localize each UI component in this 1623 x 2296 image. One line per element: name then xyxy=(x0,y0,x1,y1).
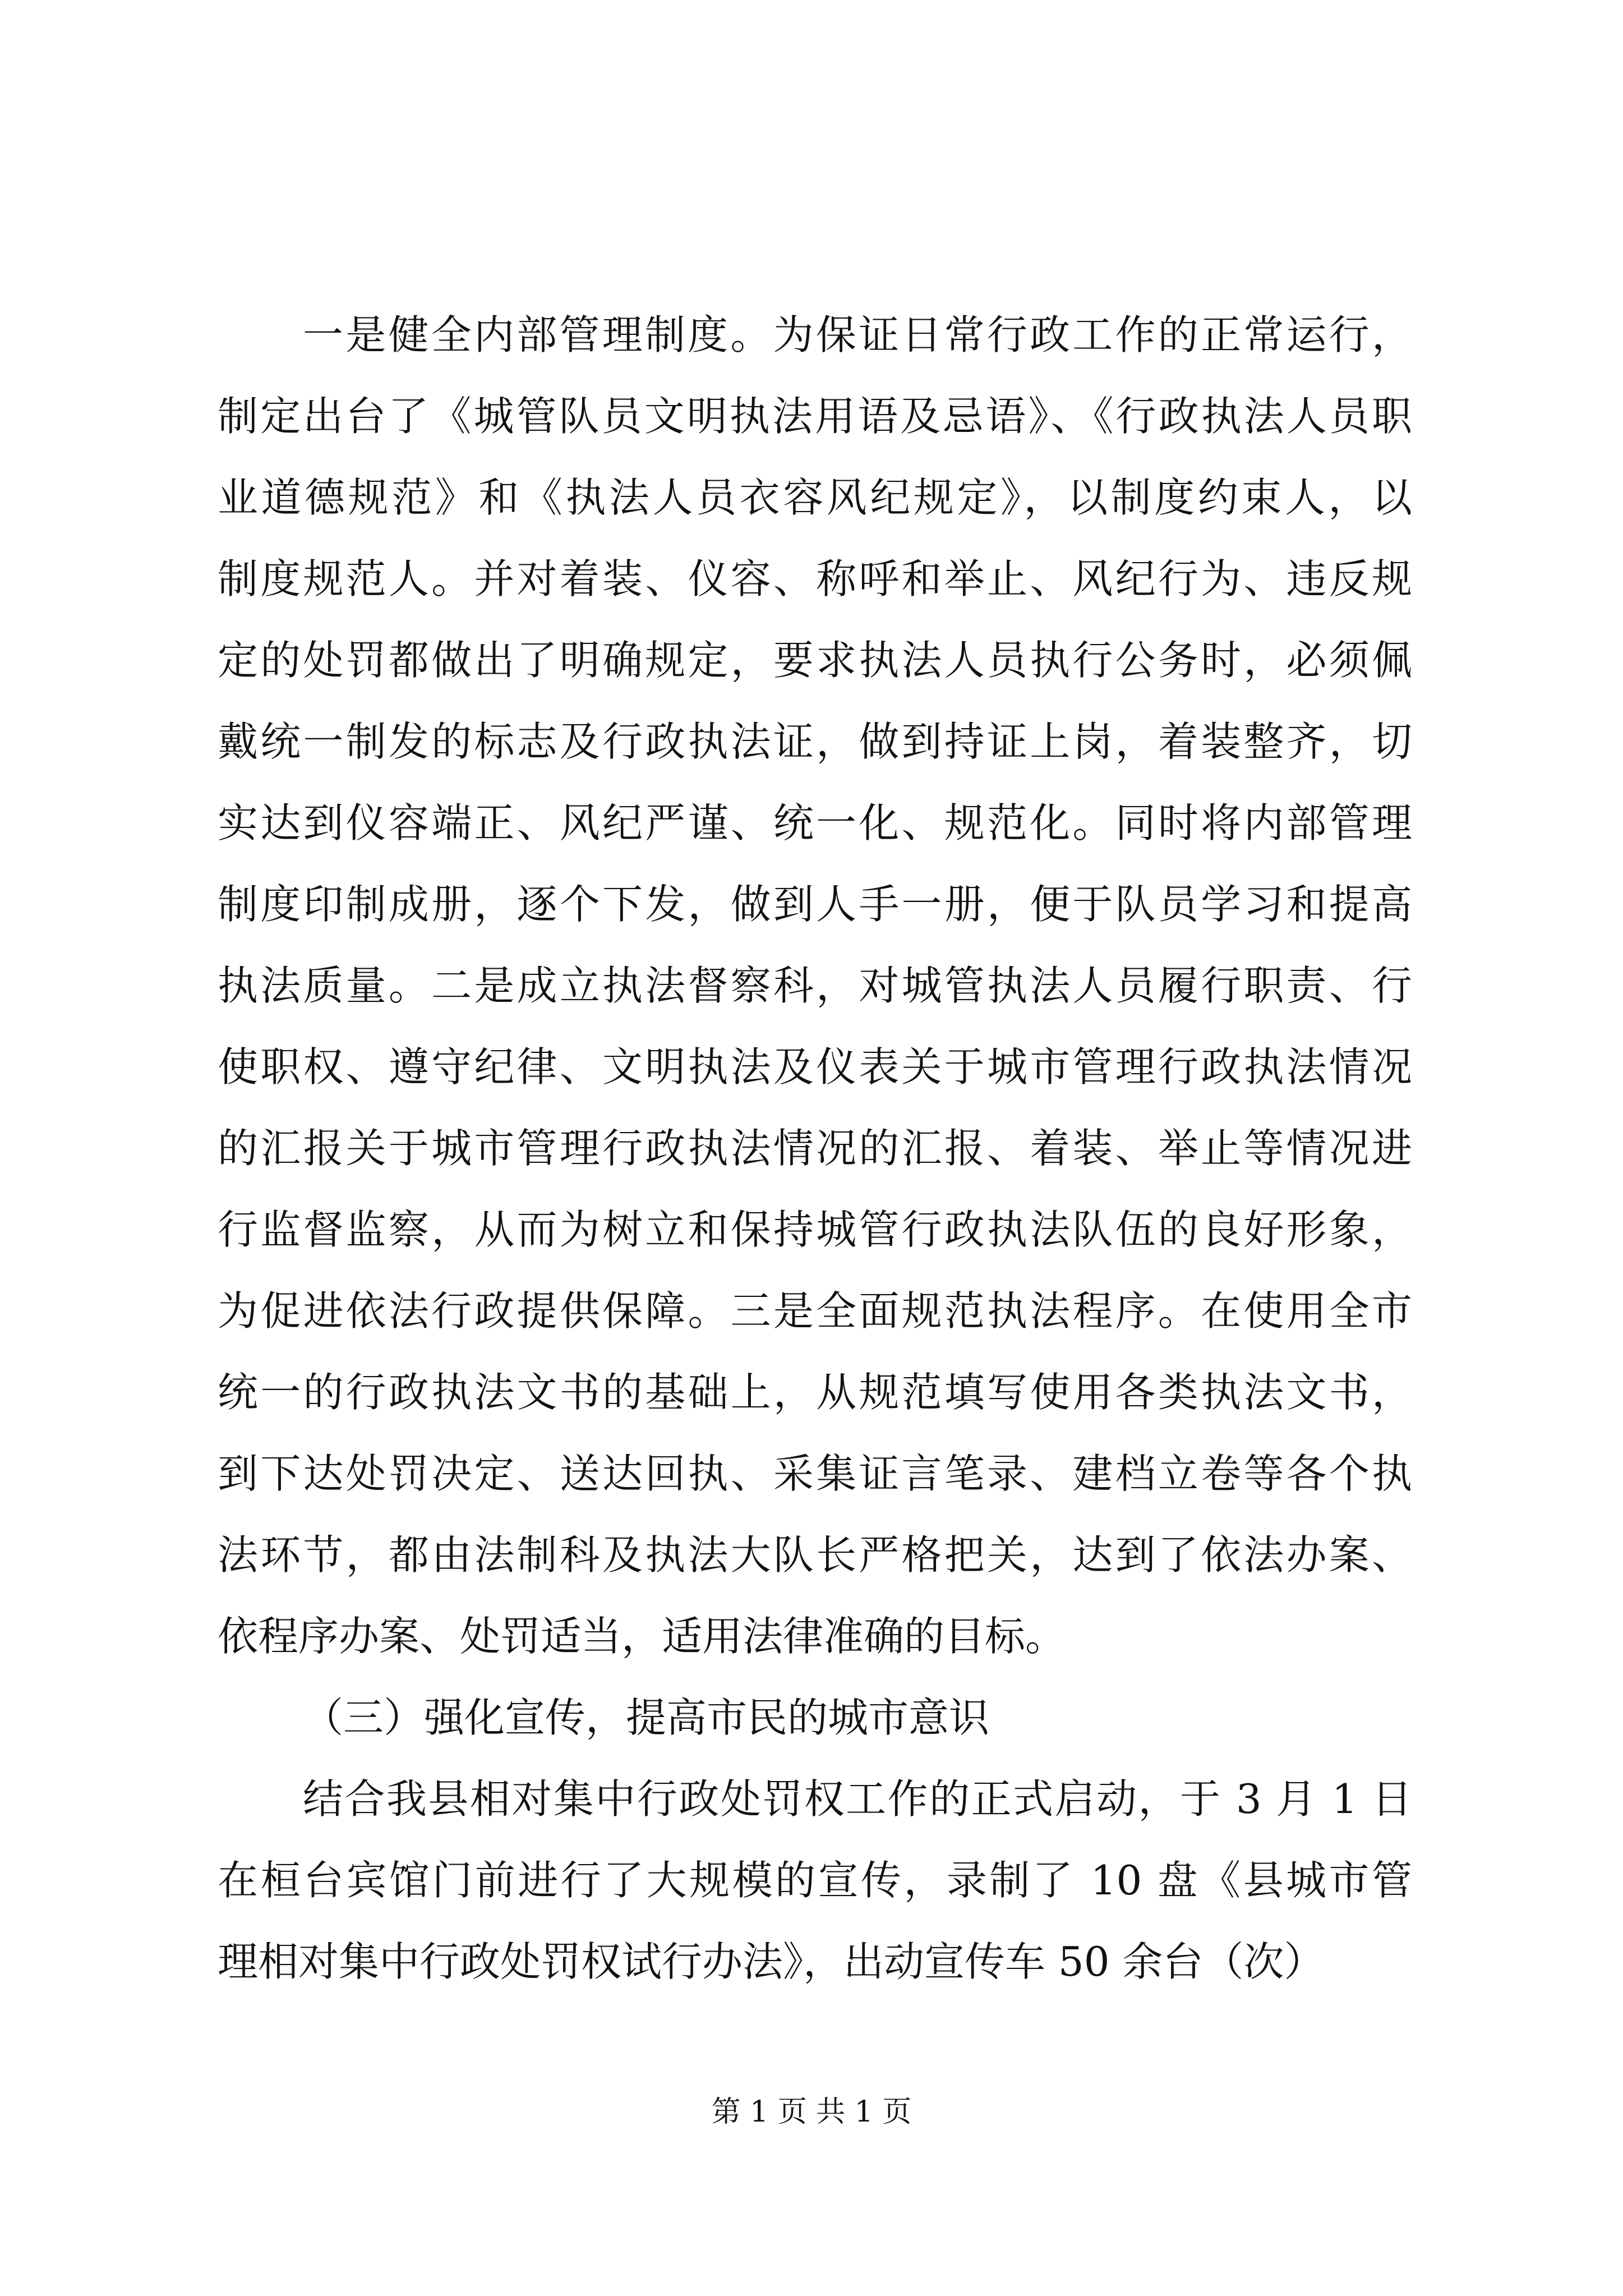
section-heading: （三）强化宣传，提高市民的城市意识 xyxy=(303,1694,990,1741)
text-line: 业道德规范》和《执法人员衣容风纪规定》，以制度约束人，以 xyxy=(218,474,1412,521)
text-line: 制定出台了《城管队员文明执法用语及忌语》、《行政执法人员职 xyxy=(218,393,1412,440)
text-line: 定的处罚都做出了明确规定，要求执法人员执行公务时，必须佩 xyxy=(218,637,1412,684)
text-line: 在桓台宾馆门前进行了大规模的宣传，录制了 10 盘《县城市管 xyxy=(218,1857,1412,1904)
text-line: 为促进依法行政提供保障。三是全面规范执法程序。在使用全市 xyxy=(218,1287,1412,1335)
text-line: 行监督监察，从而为树立和保持城管行政执法队伍的良好形象， xyxy=(218,1206,1412,1253)
text-line: 制度规范人。并对着装、仪容、称呼和举止、风纪行为、违反规 xyxy=(218,555,1412,602)
text-line: 法环节，都由法制科及执法大队长严格把关，达到了依法办案、 xyxy=(218,1531,1412,1579)
page-footer: 第 1 页 共 1 页 xyxy=(711,2095,912,2129)
text-line: 理相对集中行政处罚权试行办法》，出动宣传车 50 余台（次） xyxy=(218,1938,1325,1985)
text-line: 统一的行政执法文书的基础上，从规范填写使用各类执法文书， xyxy=(218,1369,1412,1416)
text-line: 的汇报关于城市管理行政执法情况的汇报、着装、举止等情况进 xyxy=(218,1125,1412,1172)
text-line: 到下达处罚决定、送达回执、采集证言笔录、建档立卷等各个执 xyxy=(218,1450,1412,1497)
text-line: 结合我县相对集中行政处罚权工作的正式启动，于 3 月 1 日 xyxy=(303,1775,1412,1823)
text-line: 制度印制成册，逐个下发，做到人手一册，便于队员学习和提高 xyxy=(218,881,1412,928)
text-line: 一是健全内部管理制度。为保证日常行政工作的正常运行， xyxy=(303,311,1412,358)
text-line: 依程序办案、处罚适当，适用法律准确的目标。 xyxy=(218,1613,1066,1660)
text-line: 戴统一制发的标志及行政执法证，做到持证上岗，着装整齐，切 xyxy=(218,718,1412,765)
text-line: 执法质量。二是成立执法督察科，对城管执法人员履行职责、行 xyxy=(218,962,1412,1009)
text-line: 使职权、遵守纪律、文明执法及仪表关于城市管理行政执法情况 xyxy=(218,1043,1412,1091)
text-line: 实达到仪容端正、风纪严谨、统一化、规范化。同时将内部管理 xyxy=(218,799,1412,846)
